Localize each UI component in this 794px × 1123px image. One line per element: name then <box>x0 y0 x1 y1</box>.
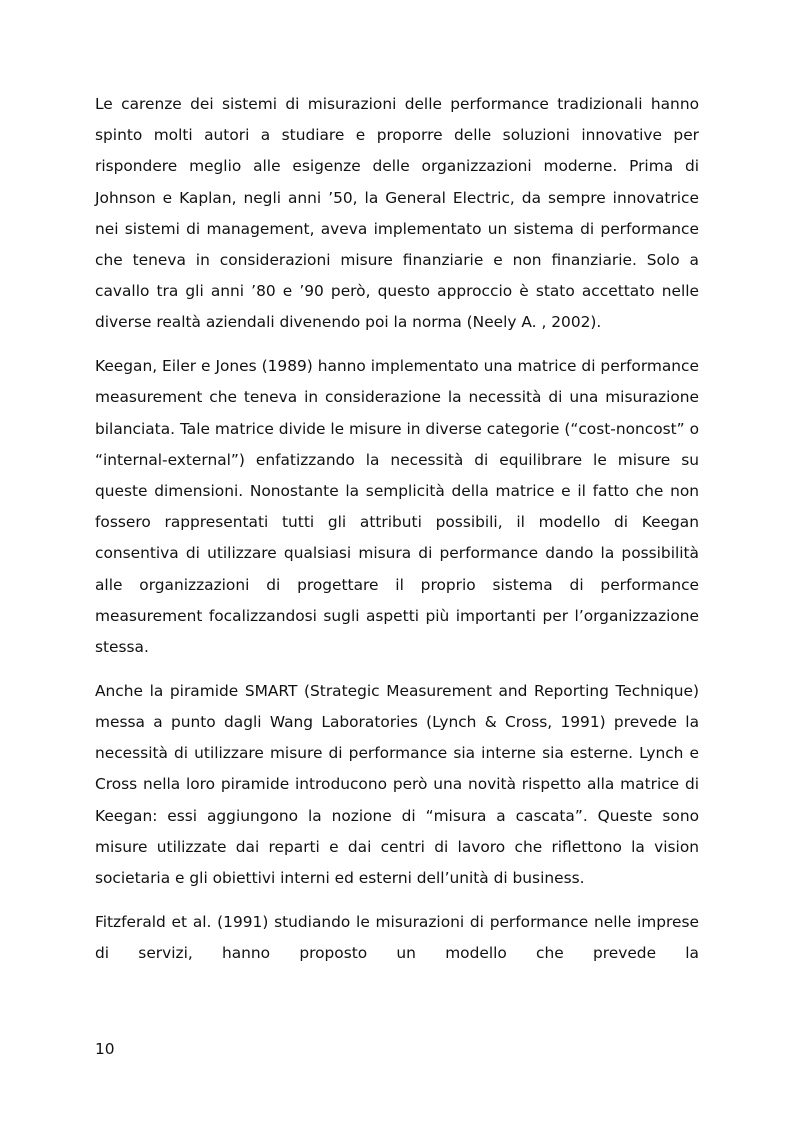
paragraph-4: Fitzferald et al. (1991) studiando le misurazioni di performance nelle imprese di servizi, hanno proposto un modello che prevede la <box>95 912 699 963</box>
paragraph-3: Anche la piramide SMART (Strategic Measurement and Reporting Technique) messa a punto dagli Wang Laboratories (Lynch & Cross, 1991) prevede la necessità di utilizzare misure di performance sia interne sia esterne. Lynch e Cross nella loro piramide introducono però una novità rispetto alla matrice di Keegan: essi aggiungono la nozione di “misura a cascata”. Queste sono misure utilizzate dai reparti e dai centri di lavoro che riflettono la vision societaria e gli obiettivi interni ed esterni dell’unità di business. <box>95 681 699 888</box>
paragraph-1: Le carenze dei sistemi di misurazioni delle performance tradizionali hanno spinto molti autori a studiare e proporre delle soluzioni innovative per rispondere meglio alle esigenze delle organizzazioni moderne. Prima di Johnson e Kaplan, negli anni ’50, la General Electric, da sempre innovatrice nei sistemi di management, aveva implementato un sistema di performance che teneva in considerazioni misure finanziarie e non finanziarie. Solo a cavallo tra gli anni ’80 e ’90 però, questo approccio è stato accettato nelle diverse realtà aziendali divenendo poi la norma (Neely A. , 2002). <box>95 95 699 332</box>
body-text <box>95 89 699 982</box>
paragraph-2: Keegan, Eiler e Jones (1989) hanno implementato una matrice di performance measurement che teneva in considerazione la necessità di una misurazione bilanciata. Tale matrice divide le misure in diverse categorie (“cost-noncost” o “internal-external”) enfatizzando la necessità di equilibrare le misure su queste dimensioni. Nonostante la semplicità della matrice e il fatto che non fossero rappresentati tutti gli attributi possibili, il modello di Keegan consentiva di utilizzare qualsiasi misura di performance dando la possibilità alle organizzazioni di progettare il proprio sistema di performance measurement focalizzandosi sugli aspetti più importanti per l’organizzazione stessa. <box>95 357 699 657</box>
page-number: 10 <box>95 1040 115 1058</box>
